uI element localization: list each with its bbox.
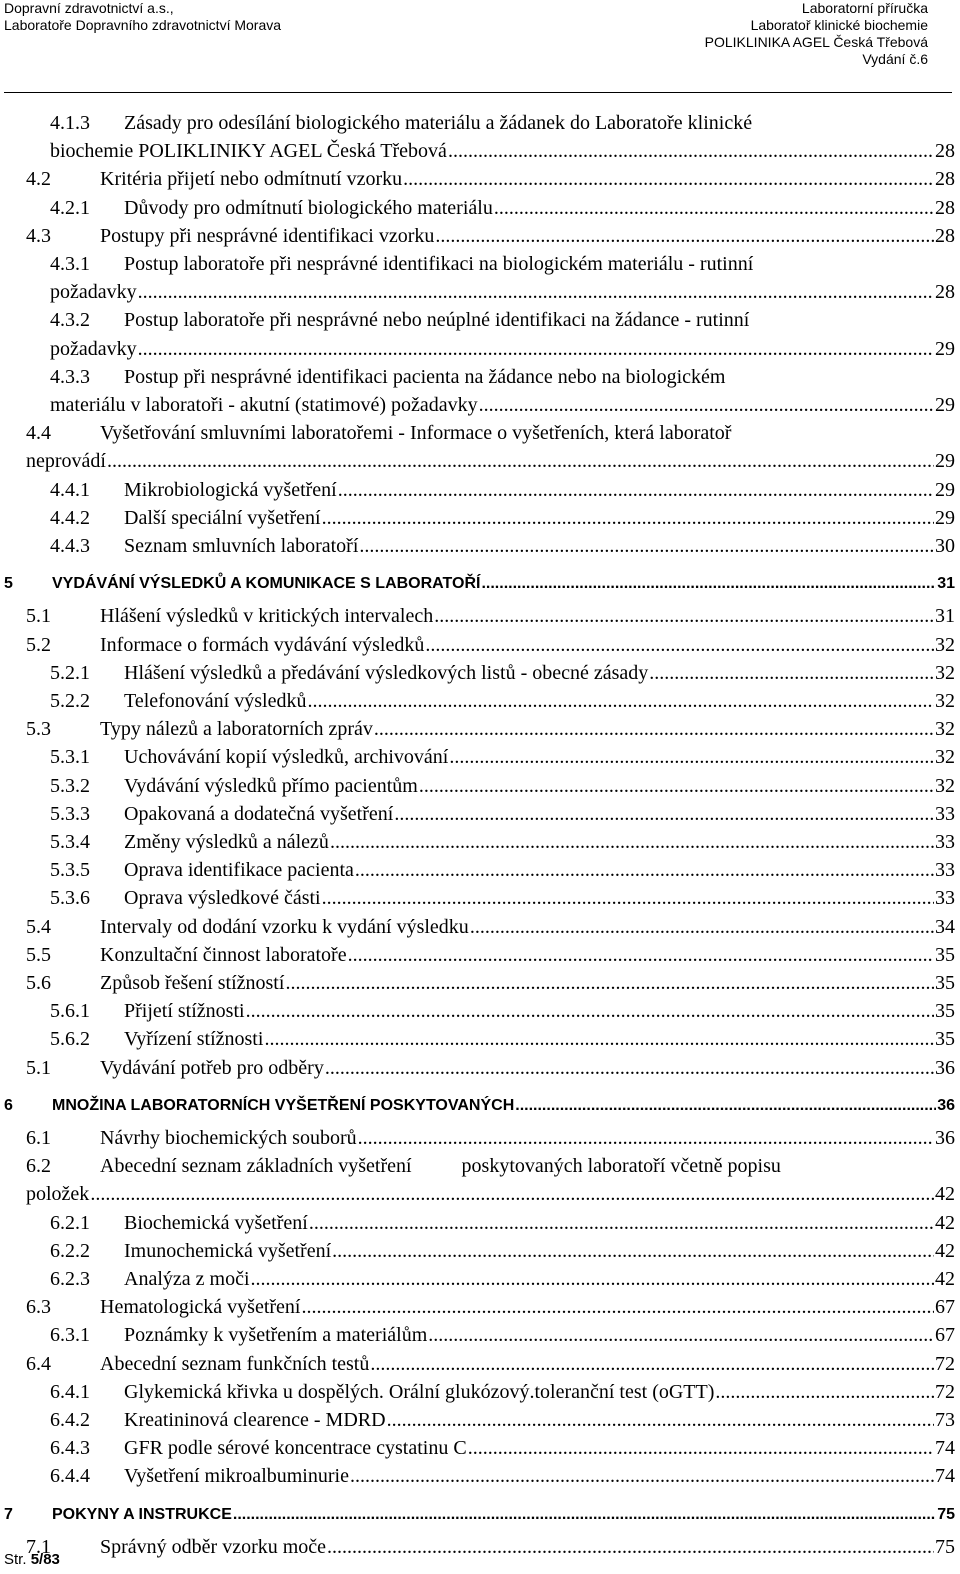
toc-number: 5.3.4 — [50, 831, 90, 853]
toc-title: Oprava identifikace pacienta — [124, 859, 354, 882]
page-number: 5/83 — [30, 1551, 60, 1568]
toc-number: 4.3.2 — [50, 309, 90, 332]
toc-leader-dots — [302, 1294, 935, 1320]
toc-number: 7 — [4, 1505, 13, 1523]
toc-title: materiálu v laboratoři - akutní (statimové) požadavky — [50, 393, 478, 416]
toc-title: Imunochemická vyšetření — [124, 1239, 332, 1262]
toc-number: 5.1 — [26, 605, 51, 628]
toc-leader-dots — [374, 716, 934, 742]
toc-page-number: 42 — [935, 1268, 955, 1290]
toc-title: Hlášení výsledků a předávání výsledkových listů - obecné zásady — [124, 661, 649, 684]
toc-leader-dots — [348, 942, 934, 968]
toc-number: 5.2.1 — [50, 661, 90, 684]
toc-page-number: 29 — [935, 506, 955, 529]
toc-number: 5.6 — [26, 972, 51, 994]
toc-title: Abecední seznam funkčních testů — [100, 1352, 370, 1375]
toc-title: biochemie POLIKLINIKY AGEL Česká Třebová — [50, 140, 447, 163]
toc-page-number: 33 — [935, 859, 955, 882]
toc-title: Informace o formách vydávání výsledků — [100, 633, 425, 656]
toc-title: Opakovaná a dodatečná vyšetření — [124, 802, 394, 825]
toc-leader-dots — [327, 1534, 934, 1560]
toc-leader-dots — [515, 1093, 936, 1119]
toc-page-number: 31 — [937, 575, 955, 593]
toc-leader-dots — [359, 533, 934, 559]
toc-number: 6.1 — [26, 1127, 51, 1149]
toc-number: 5.3.3 — [50, 802, 90, 825]
toc-page-number: 75 — [935, 1535, 955, 1558]
toc-title: Glykemická křivka u dospělých. Orální glukózový.toleranční test (oGTT) — [124, 1380, 715, 1403]
toc-number: 5.6.2 — [50, 1028, 90, 1051]
toc-title: Seznam smluvních laboratoří — [124, 535, 359, 557]
toc-title: požadavky — [50, 337, 137, 360]
toc-leader-dots — [285, 970, 934, 996]
toc-number: 4.4 — [26, 422, 51, 445]
toc-leader-dots — [355, 857, 934, 883]
toc-number: 4.2.1 — [50, 196, 90, 219]
toc-page-number: 36 — [935, 1056, 955, 1079]
toc-number: 7.1 — [26, 1535, 51, 1558]
toc-page-number: 28 — [935, 196, 955, 219]
toc-page-number: 32 — [935, 690, 955, 712]
toc-page-number: 75 — [937, 1505, 955, 1523]
toc-title: Oprava výsledkové části — [124, 887, 321, 910]
toc-leader-dots — [434, 603, 934, 629]
toc-title-first-line: Zásady pro odesílání biologického materiálu a žádanek do Laboratoře klinické — [124, 112, 753, 134]
toc-title: GFR podle sérové koncentrace cystatinu C — [124, 1437, 467, 1460]
company-name: Dopravní zdravotnictví a.s., — [4, 0, 174, 16]
toc-number: 5.2.2 — [50, 690, 90, 712]
toc-leader-dots — [264, 1026, 934, 1052]
toc-number: 5.3 — [26, 718, 51, 741]
toc-leader-dots — [448, 138, 934, 164]
toc-number: 5.6.1 — [50, 1000, 90, 1023]
toc-number: 4.1.3 — [50, 112, 90, 134]
toc-leader-dots — [419, 773, 934, 799]
toc-page-number: 74 — [935, 1465, 955, 1488]
toc-page-number: 35 — [935, 1028, 955, 1051]
toc-page-number: 32 — [935, 633, 955, 656]
toc-page-number: 72 — [935, 1352, 955, 1375]
toc-page-number: 42 — [935, 1239, 955, 1262]
toc-leader-dots — [715, 1379, 934, 1405]
toc-title: Návrhy biochemických souborů — [100, 1127, 357, 1149]
toc-number: 4.4.1 — [50, 478, 90, 501]
toc-number: 4.3 — [26, 224, 51, 247]
toc-title: Změny výsledků a nálezů — [124, 831, 329, 853]
toc-title: Vydávání výsledků přímo pacientům — [124, 774, 418, 797]
toc-title: Kritéria přijetí nebo odmítnutí vzorku — [100, 168, 403, 191]
toc-page-number: 42 — [935, 1211, 955, 1234]
toc-leader-dots — [470, 914, 934, 940]
toc-title: neprovádí — [26, 450, 106, 473]
toc-title: Hlášení výsledků v kritických intervalech — [100, 605, 434, 628]
toc-leader-dots — [309, 1210, 934, 1236]
header-right — [705, 0, 928, 68]
toc-leader-dots — [435, 223, 934, 249]
toc-page-number: 33 — [935, 831, 955, 853]
toc-title: Vyřízení stížnosti — [124, 1028, 264, 1051]
toc-page-number: 74 — [935, 1437, 955, 1460]
toc-leader-dots — [332, 1238, 934, 1264]
toc-leader-dots — [90, 1181, 934, 1207]
toc-leader-dots — [479, 392, 934, 418]
toc-leader-dots — [251, 1266, 935, 1292]
toc-title: požadavky — [50, 281, 137, 304]
toc-page-number: 67 — [935, 1296, 955, 1319]
toc-number: 5.5 — [26, 943, 51, 966]
toc-number: 6.4.3 — [50, 1437, 90, 1460]
toc-page-number: 33 — [935, 802, 955, 825]
toc-leader-dots — [107, 448, 934, 474]
toc-number: 5.3.1 — [50, 746, 90, 769]
toc-number: 6.2 — [26, 1155, 51, 1178]
toc-number: 5.3.6 — [50, 887, 90, 910]
toc-number: 4.4.2 — [50, 506, 90, 529]
toc-title: Uchovávání kopií výsledků, archivování — [124, 746, 449, 769]
page-label: Str. — [4, 1551, 27, 1568]
toc-number: 4.2 — [26, 168, 51, 191]
header-divider — [4, 92, 952, 93]
toc-title: Přijetí stížnosti — [124, 1000, 245, 1023]
toc-leader-dots — [394, 801, 934, 827]
toc-leader-dots — [425, 632, 934, 658]
toc-leader-dots — [325, 1055, 934, 1081]
toc-page-number: 31 — [935, 605, 955, 628]
department: Laboratoř klinické biochemie — [750, 17, 928, 33]
toc-title: Kreatininová clearence - MDRD — [124, 1409, 386, 1431]
toc-page-number: 28 — [935, 168, 955, 191]
toc-page-number: 29 — [935, 478, 955, 501]
toc-page-number: 30 — [935, 535, 955, 557]
toc-title: Konzultační činnost laboratoře — [100, 943, 347, 966]
toc-page-number: 34 — [935, 915, 955, 938]
toc-number: 6.4.1 — [50, 1380, 90, 1403]
toc-number: 6 — [4, 1096, 13, 1114]
toc-number: 6.4.4 — [50, 1465, 90, 1488]
doc-title: Laboratorní příručka — [801, 0, 928, 16]
toc-leader-dots — [649, 660, 934, 686]
toc-title: Intervaly od dodání vzorku k vydání výsledku — [100, 915, 469, 938]
toc-leader-dots — [307, 688, 934, 714]
toc-page-number: 33 — [935, 887, 955, 910]
toc-page-number: 29 — [935, 450, 955, 473]
toc-number: 6.4 — [26, 1352, 51, 1375]
toc-title: Telefonování výsledků — [124, 690, 307, 712]
toc-page-number: 32 — [935, 718, 955, 741]
toc-title: Správný odběr vzorku moče — [100, 1535, 327, 1558]
toc-title: Vyšetření mikroalbuminurie — [124, 1465, 349, 1488]
toc-page-number: 29 — [935, 337, 955, 360]
toc-title: Další speciální vyšetření — [124, 506, 321, 529]
toc-page-number: 36 — [935, 1127, 955, 1149]
toc-page-number: 28 — [935, 224, 955, 247]
toc-title: MNOŽINA LABORATORNÍCH VYŠETŘENÍ POSKYTOVANÝCH — [52, 1096, 515, 1114]
toc-page-number: 28 — [935, 140, 955, 163]
toc-leader-dots — [330, 829, 934, 855]
toc-page-number: 32 — [935, 661, 955, 684]
toc-title: Mikrobiologická vyšetření — [124, 478, 337, 501]
toc-leader-dots — [322, 885, 934, 911]
toc-number: 5.3.5 — [50, 859, 90, 882]
toc-leader-dots — [358, 1125, 934, 1151]
toc-number: 5 — [4, 575, 13, 593]
toc-leader-dots — [387, 1407, 934, 1433]
toc-page-number: 42 — [935, 1183, 955, 1206]
toc-title: POKYNY A INSTRUKCE — [52, 1505, 232, 1523]
toc-leader-dots — [233, 1502, 936, 1528]
toc-page-number: 72 — [935, 1380, 955, 1403]
toc-page-number: 35 — [935, 1000, 955, 1023]
toc-leader-dots — [428, 1322, 934, 1348]
toc-title: Analýza z moči — [124, 1268, 250, 1290]
toc-number: 4.4.3 — [50, 535, 90, 557]
header-left — [4, 0, 281, 34]
toc-leader-dots — [338, 477, 934, 503]
toc-page-number: 36 — [937, 1096, 955, 1114]
toc-number: 5.3.2 — [50, 774, 90, 797]
toc-number: 5.2 — [26, 633, 51, 656]
toc-title: Způsob řešení stížností — [100, 972, 285, 994]
toc-page-number: 28 — [935, 281, 955, 304]
toc-leader-dots — [403, 166, 934, 192]
toc-number: 4.3.1 — [50, 253, 90, 275]
toc-title: Poznámky k vyšetřením a materiálům — [124, 1324, 428, 1347]
toc-title-first-line: Postup laboratoře při nesprávné nebo neúplné identifikaci na žádance - rutinní — [124, 309, 750, 332]
toc-page-number: 35 — [935, 943, 955, 966]
toc-leader-dots — [468, 1435, 934, 1461]
toc-number: 6.4.2 — [50, 1409, 90, 1431]
toc-leader-dots — [481, 571, 936, 597]
toc-number: 6.3.1 — [50, 1324, 90, 1347]
clinic: POLIKLINIKA AGEL Česká Třebová — [704, 34, 928, 50]
toc-title: Typy nálezů a laboratorních zpráv — [100, 718, 373, 741]
toc-title-first-line: Postup při nesprávné identifikaci pacienta na žádance nebo na biologickém — [124, 365, 726, 388]
edition: Vydání č.6 — [862, 51, 928, 67]
toc-title: VYDÁVÁNÍ VÝSLEDKŮ A KOMUNIKACE S LABORATOŘÍ — [52, 575, 481, 593]
lab-name: Laboratoře Dopravního zdravotnictví Morava — [4, 17, 282, 33]
toc-title: Biochemická vyšetření — [124, 1211, 308, 1234]
toc-number: 6.2.1 — [50, 1211, 90, 1234]
toc-title: Důvody pro odmítnutí biologického materiálu — [124, 196, 493, 219]
toc-number: 5.4 — [26, 915, 51, 938]
page-footer — [4, 1550, 60, 1570]
toc-title: Postupy při nesprávné identifikaci vzorku — [100, 224, 435, 247]
toc-leader-dots — [246, 998, 934, 1024]
toc-title: Vydávání potřeb pro odběry — [100, 1056, 324, 1079]
toc-leader-dots — [350, 1463, 934, 1489]
toc-title: položek — [26, 1183, 90, 1206]
toc-title: Hematologická vyšetření — [100, 1296, 301, 1319]
toc-leader-dots — [449, 744, 934, 770]
toc-leader-dots — [322, 505, 934, 531]
toc-number: 6.3 — [26, 1296, 51, 1319]
toc-title-first-line: Vyšetřování smluvními laboratořemi - Informace o vyšetřeních, která laboratoř — [100, 422, 732, 445]
toc-leader-dots — [370, 1351, 934, 1377]
toc-number: 4.3.3 — [50, 365, 90, 388]
toc-leader-dots — [494, 195, 934, 221]
toc-number: 6.2.3 — [50, 1268, 90, 1290]
toc-title-first-line: Postup laboratoře při nesprávné identifikaci na biologickém materiálu - rutinní — [124, 253, 754, 275]
toc-title-first-line: Abecední seznam základních vyšetření poskytovaných laboratoří včetně popisu — [100, 1155, 781, 1178]
toc-leader-dots — [138, 336, 934, 362]
toc-number: 6.2.2 — [50, 1239, 90, 1262]
toc-leader-dots — [138, 279, 934, 305]
toc-number: 5.1 — [26, 1056, 51, 1079]
toc-page-number: 35 — [935, 972, 955, 994]
toc-page-number: 32 — [935, 746, 955, 769]
toc-page-number: 32 — [935, 774, 955, 797]
toc-page-number: 67 — [935, 1324, 955, 1347]
toc-page-number: 73 — [935, 1409, 955, 1431]
toc-page-number: 29 — [935, 393, 955, 416]
